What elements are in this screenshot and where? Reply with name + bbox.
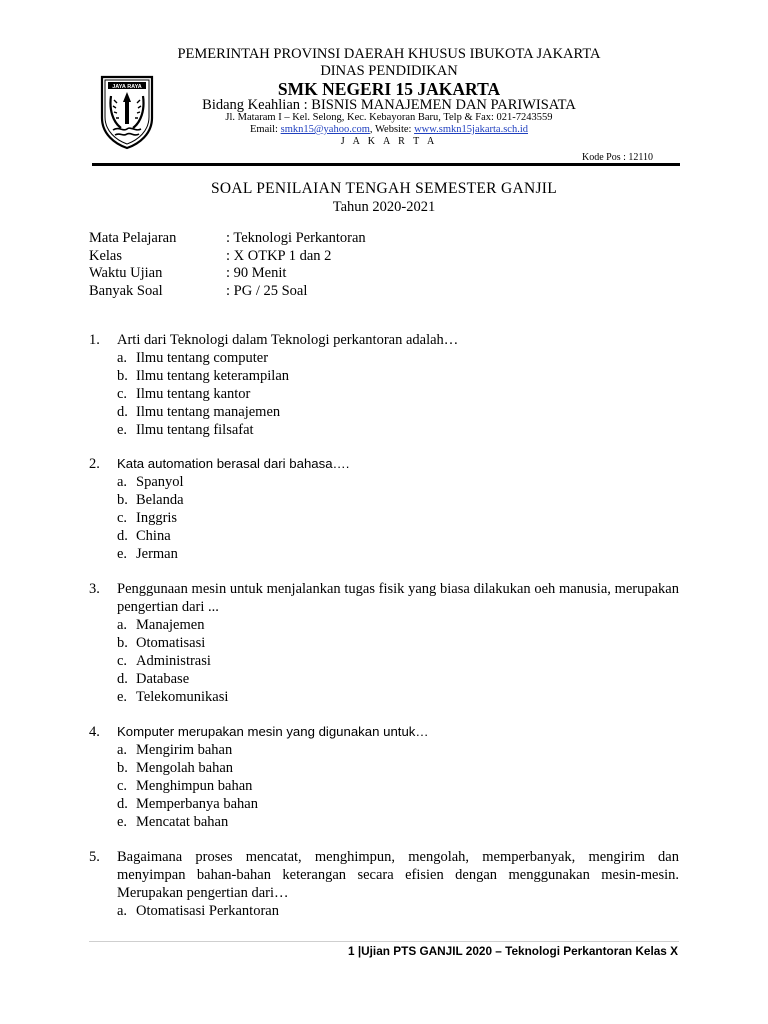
header-government: PEMERINTAH PROVINSI DAERAH KHUSUS IBUKOTA JAKARTA <box>177 46 601 62</box>
option-text: Otomatisasi <box>136 635 206 651</box>
postal-code: Kode Pos : 12110 <box>582 152 654 163</box>
option-letter: e. <box>117 422 128 438</box>
option-letter: d. <box>117 796 128 812</box>
question-number: 3. <box>89 581 100 597</box>
option-text: Menghimpun bahan <box>136 778 253 794</box>
option-letter: b. <box>117 635 128 651</box>
option-text: Ilmu tentang kantor <box>136 386 251 402</box>
email-label: Email: <box>249 124 281 135</box>
option-c <box>117 652 679 670</box>
option-list <box>117 902 679 920</box>
option-text: Database <box>136 671 190 687</box>
question-number: 5. <box>89 849 100 865</box>
option-letter: a. <box>117 903 128 919</box>
question-text: Bagaimana proses mencatat, menghimpun, mengolah, memperbanyak, mengirim dan menyimpan bahan-bahan keterangan secara efisien dengan menggunakan mesin-mesin. Merupakan pengertian dari… <box>117 849 679 901</box>
info-value: : PG / 25 Soal <box>226 282 308 299</box>
option-b <box>117 759 679 777</box>
option-text: Administrasi <box>136 653 211 669</box>
question-text: Komputer merupakan mesin yang digunakan untuk… <box>117 724 429 739</box>
exam-year: Tahun 2020-2021 <box>332 199 436 215</box>
option-c <box>117 509 679 527</box>
question-1 <box>89 331 679 439</box>
header-field: Bidang Keahlian : BISNIS MANAJEMEN DAN PARIWISATA <box>202 97 576 113</box>
option-d <box>117 527 679 545</box>
option-text: Ilmu tentang keterampilan <box>136 368 290 384</box>
option-text: Spanyol <box>136 474 184 490</box>
option-letter: c. <box>117 386 128 402</box>
option-a <box>117 616 679 634</box>
option-letter: d. <box>117 404 128 420</box>
website-label: , Website: <box>369 124 415 135</box>
option-letter: a. <box>117 350 128 366</box>
question-5 <box>89 848 679 920</box>
option-text: Manajemen <box>136 617 205 633</box>
info-value: : Teknologi Perkantoran <box>226 230 366 246</box>
question-3 <box>89 580 679 706</box>
info-value: : X OTKP 1 dan 2 <box>226 247 332 264</box>
option-letter: b. <box>117 760 128 776</box>
option-c <box>117 777 679 795</box>
option-text: Telekomunikasi <box>136 689 229 705</box>
option-letter: b. <box>117 368 128 384</box>
option-list <box>117 616 679 706</box>
question-text: Penggunaan mesin untuk menjalankan tugas fisik yang biasa dilakukan oeh manusia, merupakan pengertian dari ... <box>117 581 679 615</box>
website-link[interactable]: www.smkn15jakarta.sch.id <box>414 124 528 135</box>
footer-divider <box>89 941 679 942</box>
option-letter: e. <box>117 689 128 705</box>
option-text: Jerman <box>136 546 178 562</box>
option-e <box>117 688 679 706</box>
option-letter: d. <box>117 671 128 687</box>
option-letter: b. <box>117 492 128 508</box>
question-text: Kata automation berasal dari bahasa…. <box>117 456 350 471</box>
info-label: Mata Pelajaran <box>89 230 177 246</box>
option-text: Inggris <box>136 510 178 526</box>
option-text: Memperbanya bahan <box>136 796 258 812</box>
header-contact <box>150 124 628 135</box>
svg-text:JAYA RAYA: JAYA RAYA <box>112 84 142 90</box>
header-divider <box>92 163 680 166</box>
option-d <box>117 403 679 421</box>
option-e <box>117 545 679 563</box>
option-text: Ilmu tentang computer <box>136 350 269 366</box>
option-text: Belanda <box>136 492 184 508</box>
option-d <box>117 795 679 813</box>
option-b <box>117 367 679 385</box>
option-letter: a. <box>117 617 128 633</box>
page-footer <box>200 944 678 958</box>
option-text: Ilmu tentang manajemen <box>136 404 281 420</box>
option-letter: a. <box>117 742 128 758</box>
option-list <box>117 349 679 439</box>
question-number: 2. <box>89 456 100 472</box>
question-number: 1. <box>89 332 100 348</box>
option-text: Mengolah bahan <box>136 760 234 776</box>
info-label: Waktu Ujian <box>89 265 163 281</box>
info-value: : 90 Menit <box>226 265 287 281</box>
option-e <box>117 421 679 439</box>
page-number: 1 <box>347 944 355 958</box>
question-2 <box>89 455 679 563</box>
exam-title: SOAL PENILAIAN TENGAH SEMESTER GANJIL <box>210 180 558 197</box>
option-text: China <box>136 528 171 544</box>
option-a <box>117 741 679 759</box>
option-text: Otomatisasi Perkantoran <box>136 903 279 919</box>
option-b <box>117 491 679 509</box>
header-department: DINAS PENDIDIKAN <box>320 63 458 79</box>
option-letter: c. <box>117 510 128 526</box>
option-a <box>117 473 679 491</box>
option-e <box>117 813 679 831</box>
option-letter: d. <box>117 528 128 544</box>
question-number: 4. <box>89 724 100 740</box>
option-letter: a. <box>117 474 128 490</box>
header-address: Jl. Mataram I – Kel. Selong, Kec. Kebayoran Baru, Telp & Fax: 021-7243559 <box>225 112 553 123</box>
jaya-raya-emblem-icon <box>99 74 155 150</box>
option-text: Ilmu tentang filsafat <box>136 422 254 438</box>
option-list <box>117 473 679 563</box>
option-text: Mencatat bahan <box>136 814 229 830</box>
option-a <box>117 349 679 367</box>
email-link[interactable]: smkn15@yahoo.com <box>280 124 370 135</box>
question-text: Arti dari Teknologi dalam Teknologi perkantoran adalah… <box>117 332 459 348</box>
info-label: Kelas <box>89 247 123 264</box>
info-label: Banyak Soal <box>89 282 163 299</box>
option-letter: e. <box>117 814 128 830</box>
option-list <box>117 741 679 831</box>
footer-text: |Ujian PTS GANJIL 2020 – Teknologi Perkantoran Kelas X <box>354 944 678 958</box>
question-4 <box>89 723 679 831</box>
header-city: J A K A R T A <box>340 136 438 147</box>
option-letter: e. <box>117 546 128 562</box>
option-a <box>117 902 679 920</box>
option-d <box>117 670 679 688</box>
option-letter: c. <box>117 653 128 669</box>
header-school-name: SMK NEGERI 15 JAKARTA <box>277 79 501 99</box>
option-b <box>117 634 679 652</box>
option-letter: c. <box>117 778 128 794</box>
option-text: Mengirim bahan <box>136 742 233 758</box>
option-c <box>117 385 679 403</box>
